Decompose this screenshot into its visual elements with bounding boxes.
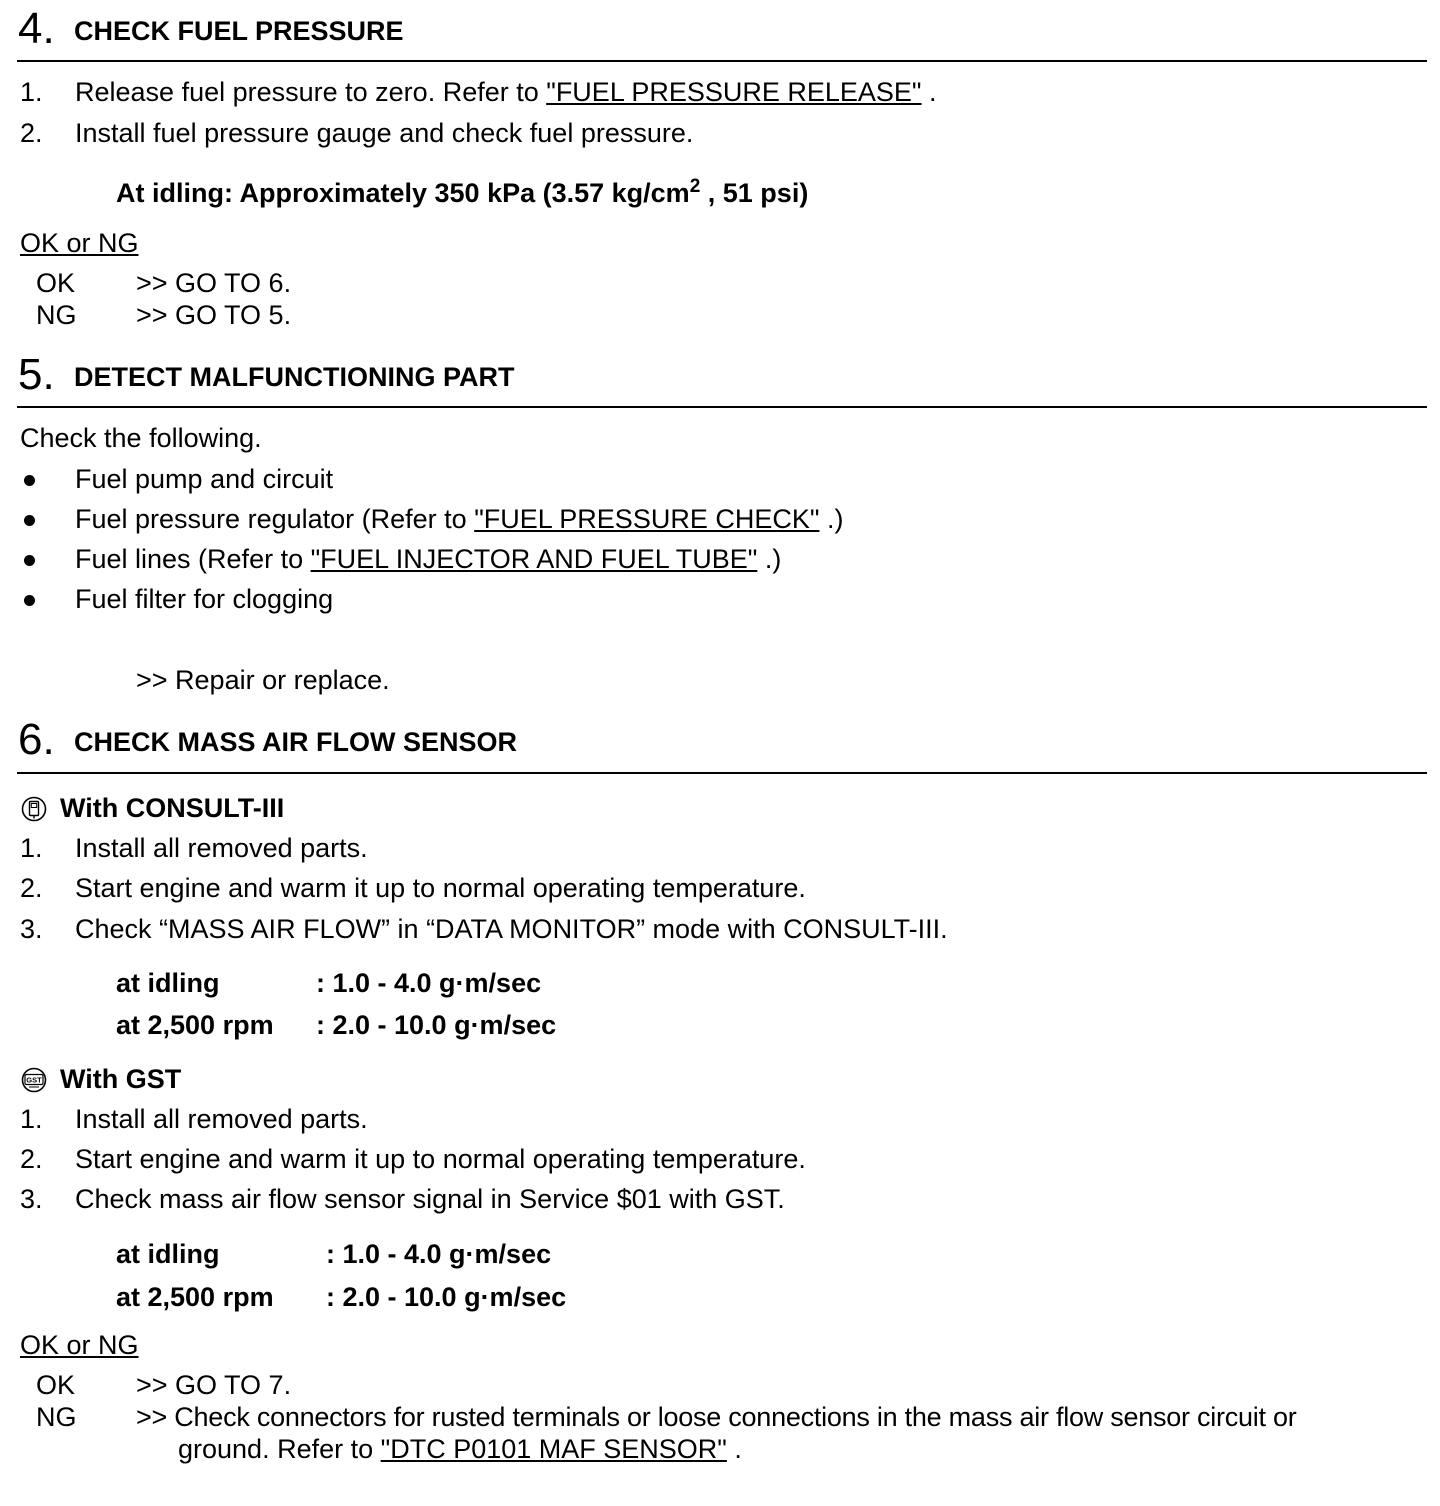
spec-text: At idling: Approximately 350 kPa (3.57 kg/cm <box>116 178 690 208</box>
spec-text-post: , 51 psi) <box>700 178 809 208</box>
bullet-text-post: .) <box>819 504 844 534</box>
consult-icon <box>21 796 47 822</box>
item-text: Start engine and warm it up to normal operating temperature. <box>75 1144 806 1174</box>
bullet-dot <box>24 475 35 486</box>
gst-icon <box>21 1067 47 1093</box>
spec-value: : 2.0 - 10.0 g·m/sec <box>326 1282 567 1312</box>
spec-label: at 2,500 rpm <box>116 1010 274 1040</box>
bullet-text: Fuel pressure regulator (Refer to <box>75 504 475 534</box>
result-key: NG <box>36 1402 77 1432</box>
spec-superscript: 2 <box>689 176 701 197</box>
bullet-text: Fuel pump and circuit <box>75 464 334 494</box>
item-number: 3. <box>20 1184 43 1214</box>
bullet-text: Fuel lines (Refer to <box>75 544 311 574</box>
bullet-dot <box>24 515 35 526</box>
item-number: 3. <box>20 914 43 944</box>
step-4-title: CHECK FUEL PRESSURE <box>74 16 404 46</box>
step-6-number: 6. <box>18 715 55 764</box>
result-key: OK <box>36 268 76 298</box>
step-4-divider <box>17 60 1427 62</box>
result-value: >> GO TO 7. <box>136 1370 292 1400</box>
result-value: >> GO TO 6. <box>136 268 292 298</box>
item-number: 2. <box>20 118 43 148</box>
item-text: Check “MASS AIR FLOW” in “DATA MONITOR” mode with CONSULT-III. <box>75 914 948 944</box>
spec-label: at idling <box>116 1239 220 1269</box>
fuel-injector-and-fuel-tube-link[interactable]: "FUEL INJECTOR AND FUEL TUBE" <box>310 544 758 574</box>
step-5-action: >> Repair or replace. <box>136 665 390 695</box>
item-number: 1. <box>20 77 43 107</box>
spec-label: at idling <box>116 968 220 998</box>
item-number: 1. <box>20 1104 43 1134</box>
bullet-text-post: .) <box>757 544 782 574</box>
ok-or-ng-label: OK or NG <box>20 228 139 258</box>
item-text: Release fuel pressure to zero. Refer to <box>75 77 547 107</box>
spec-value: : 1.0 - 4.0 g·m/sec <box>316 968 542 998</box>
gst-icon-label: GST <box>26 1075 42 1085</box>
result-value: >> GO TO 5. <box>136 300 292 330</box>
spec-label: at 2,500 rpm <box>116 1282 274 1312</box>
step-5-number: 5. <box>18 350 55 399</box>
fuel-pressure-check-link[interactable]: "FUEL PRESSURE CHECK" <box>474 504 820 534</box>
spec-value: : 2.0 - 10.0 g·m/sec <box>316 1010 557 1040</box>
item-text: Install all removed parts. <box>75 833 368 863</box>
bullet-dot <box>24 555 35 566</box>
item-text: Start engine and warm it up to normal operating temperature. <box>75 873 806 903</box>
consult-heading: With CONSULT-III <box>60 793 285 823</box>
step-5-intro: Check the following. <box>20 423 262 453</box>
item-text-post: . <box>921 77 937 107</box>
bullet-text: Fuel filter for clogging <box>75 584 334 614</box>
ok-or-ng-label: OK or NG <box>20 1330 139 1360</box>
step-5-divider <box>17 406 1427 408</box>
result-key: OK <box>36 1370 76 1400</box>
step-6-title: CHECK MASS AIR FLOW SENSOR <box>74 727 518 757</box>
result-value-post: . <box>726 1434 742 1464</box>
item-text: Install all removed parts. <box>75 1104 368 1134</box>
gst-heading: With GST <box>60 1064 182 1094</box>
fuel-pressure-release-link[interactable]: "FUEL PRESSURE RELEASE" <box>546 77 922 107</box>
result-key: NG <box>36 300 77 330</box>
dtc-p0101-maf-sensor-link[interactable]: "DTC P0101 MAF SENSOR" <box>380 1434 727 1464</box>
result-value-cont: ground. Refer to <box>178 1434 381 1464</box>
step-5-title: DETECT MALFUNCTIONING PART <box>74 362 515 392</box>
item-number: 1. <box>20 833 43 863</box>
step-6-divider <box>17 772 1427 774</box>
bullet-dot <box>24 595 35 606</box>
item-number: 2. <box>20 1144 43 1174</box>
result-value: >> Check connectors for rusted terminals or loose connections in the mass air flow sensor circuit or <box>136 1402 1297 1432</box>
item-text: Install fuel pressure gauge and check fuel pressure. <box>75 118 694 148</box>
fuel-pressure-spec <box>116 177 808 209</box>
step-4-number: 4. <box>18 4 55 53</box>
item-text: Check mass air flow sensor signal in Service $01 with GST. <box>75 1184 785 1214</box>
spec-value: : 1.0 - 4.0 g·m/sec <box>326 1239 552 1269</box>
item-number: 2. <box>20 873 43 903</box>
